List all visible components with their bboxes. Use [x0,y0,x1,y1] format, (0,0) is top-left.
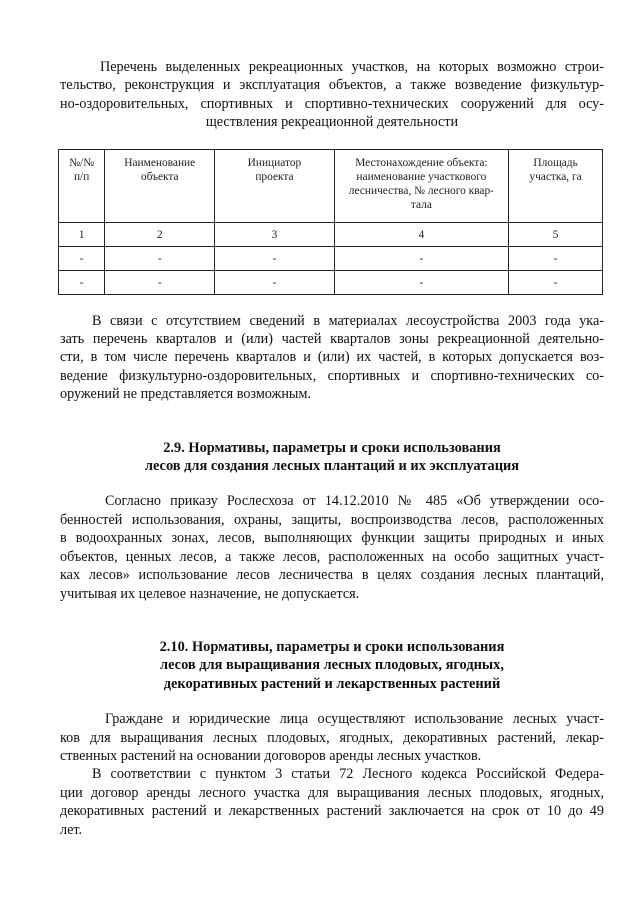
table-row [59,270,603,294]
table-cell: - [105,270,215,294]
paragraph-line: лет. [60,821,83,838]
section-2-10-paragraph-a [60,710,604,765]
paragraph-line: бенностей использования, охраны, защиты, воспроизводства лесов, расположенных [60,511,604,528]
section-2-10-heading: 2.10. Нормативы, параметры и сроки использования лесов для выращивания лесных плодовых, ягодных, декоративных растений и лекарственных растений [159,638,505,692]
table-cell: 1 [59,222,105,246]
paragraph-line: оружений не представляется возможным. [60,386,311,403]
table-cell: - [334,270,508,294]
paragraph-line: В соответствии с пунктом 3 статьи 72 Лесного кодекса Российской Федера- [92,766,604,783]
paragraph-line: сти, в том числе перечень кварталов и (или) их частей, в которых допускается воз- [60,349,604,366]
caption-line: Перечень выделенных рекреационных участков, на которых возможно строи- [100,59,604,75]
recreation-sites-table [58,149,603,295]
paragraph-line: В связи с отсутствием сведений в материалах лесоустройства 2003 года ука- [92,312,604,329]
table-cell: - [59,246,105,270]
section-2-9-paragraph [60,492,604,602]
header-location: Местонахождение объекта: наименование участкового лесничества, № лесного квар- тала [334,149,508,222]
table-cell: - [334,246,508,270]
caption-line: но-оздоровительных, спортивных и спортивно-технических сооружений для осу- [60,95,604,112]
document-page [60,58,604,839]
paragraph-line: учитывая их целевое назначение, не допускается. [60,585,360,602]
table-cell: - [509,246,603,270]
table-cell: - [105,246,215,270]
header-area: Площадь участка, га [509,149,603,222]
table-cell: 5 [509,222,603,246]
table-cell: - [215,246,334,270]
paragraph-line: Граждане и юридические лица осуществляют использование лесных участ- [105,711,604,728]
paragraph-line: зать перечень кварталов и (или) частей кварталов зоны рекреационной деятельно- [60,331,604,348]
caption-line: ществления рекреационной деятельности [205,114,459,131]
table-cell: 4 [334,222,508,246]
table-cell: - [59,270,105,294]
header-initiator: Инициатор проекта [215,149,334,222]
paragraph-line: ков для выращивания лесных плодовых, ягодных, декоративных растений, лекар- [60,729,604,746]
table-cell: - [509,270,603,294]
table-caption [60,58,604,132]
header-number: №/№ п/п [59,149,105,222]
paragraph-line: ках лесов» использование лесов лесничества в целях создания лесных плантаций, [60,567,604,584]
section-2-9-heading: 2.9. Нормативы, параметры и сроки использования лесов для создания лесных плантаций и их эксплуатация [144,439,520,475]
table-row [59,222,603,246]
lack-of-data-paragraph [60,312,604,404]
header-object-name: Наименование объекта [105,149,215,222]
table-header-row [59,149,603,222]
paragraph-line: в водоохранных зонах, лесов, выполняющих функции защиты природных и иных [60,530,604,547]
table-row [59,246,603,270]
paragraph-line: ции договор аренды лесного участка для выращивания лесных плодовых, ягодных, [60,784,604,801]
caption-line: тельство, реконструкция и эксплуатация объектов, а также возведение физкультур- [60,77,604,94]
paragraph-line: Согласно приказу Рослесхоза от 14.12.2010 № 485 «Об утверждении осо- [105,493,604,510]
table-cell: - [215,270,334,294]
table-cell: 2 [105,222,215,246]
paragraph-line: декоративных растений и лекарственных растений заключается на срок от 10 до 49 [60,803,604,820]
paragraph-line: ственных растений на основании договоров аренды лесных участков. [60,747,482,764]
paragraph-line: объектов, ценных лесов, а также лесов, расположенных на особо защитных участ- [60,548,604,565]
section-2-10-paragraph-b [60,765,604,839]
paragraph-line: ведение физкультурно-оздоровительных, спортивных и спортивно-технических со- [60,367,604,384]
table-cell: 3 [215,222,334,246]
